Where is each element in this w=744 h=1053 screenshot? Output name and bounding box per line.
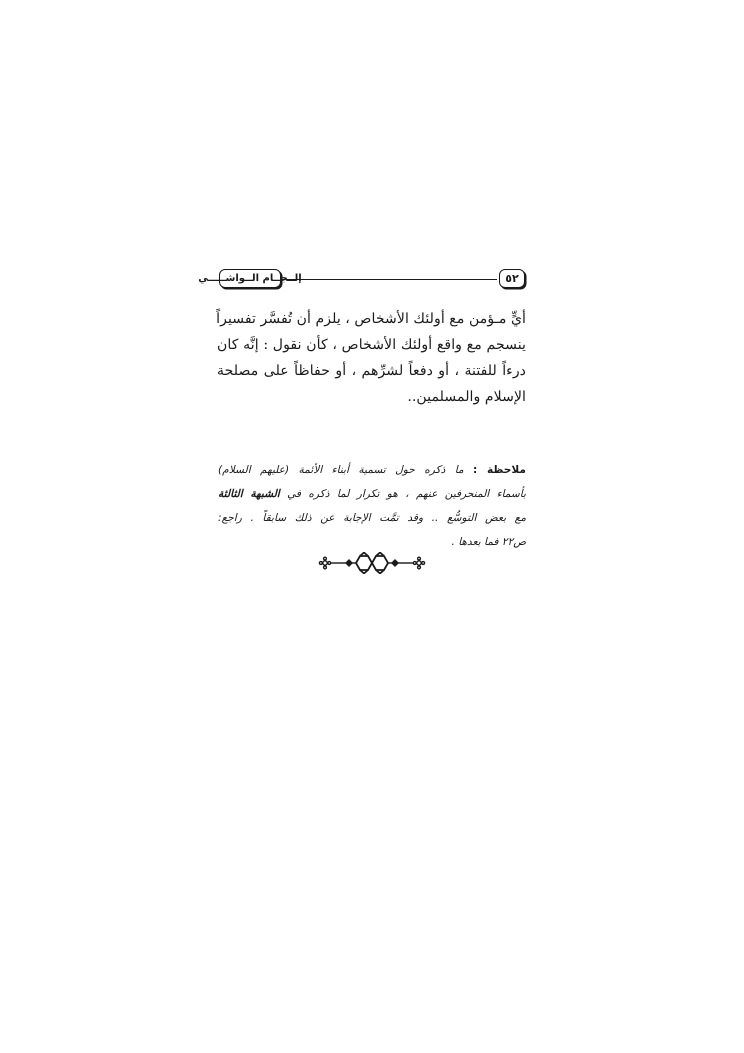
page-number: ٥٢ [505,272,519,285]
flower-right-icon [413,557,424,569]
note-line-2-bold: الشبهة الثالثة [218,488,280,500]
flower-left-icon [319,557,330,569]
running-title [198,269,302,288]
page-number-box [499,269,525,288]
note-line-1-text: ما ذكره حول تسمية أبناء الأئمة (عليهم السلام) [218,464,474,476]
knot-center-icon [356,553,388,574]
paragraph-line-3: درءاً للفتنة ، أو دفعاً لشرِّهم ، أو حفاظاً على مصلحة [217,363,526,379]
note-label: ملاحظة : [473,464,526,476]
note-block [218,458,526,554]
note-line-4: ص٢٢ فما بعدها . [451,536,526,548]
note-line-2-text: بأسماء المنحرفين عنهم ، هو تكرار لما ذكره في [279,488,526,500]
note-line-1 [218,458,526,482]
note-line-3: مع بعض التوسُّع .. وقد تمَّت الإجابة عن ذلك سابقاً . راجع: [218,512,526,524]
header-rule [281,279,497,280]
ornament-divider [318,552,426,574]
running-title-text: إلــجــام الــواشـــــي [198,273,302,284]
page-header [198,268,525,290]
paragraph-line-2: ينسجم مع واقع أولئك الأشخاص ، كأن نقول : إنَّه كان [217,337,526,353]
paragraph-line-1: أيٍّ مـؤمن مع أولئك الأشخاص ، يلزم أن تُفسَّر تفسيراً [216,311,526,327]
main-paragraph [217,306,526,410]
note-line-2 [218,482,526,506]
paragraph-line-4: الإسلام والمسلمين.. [407,389,526,405]
